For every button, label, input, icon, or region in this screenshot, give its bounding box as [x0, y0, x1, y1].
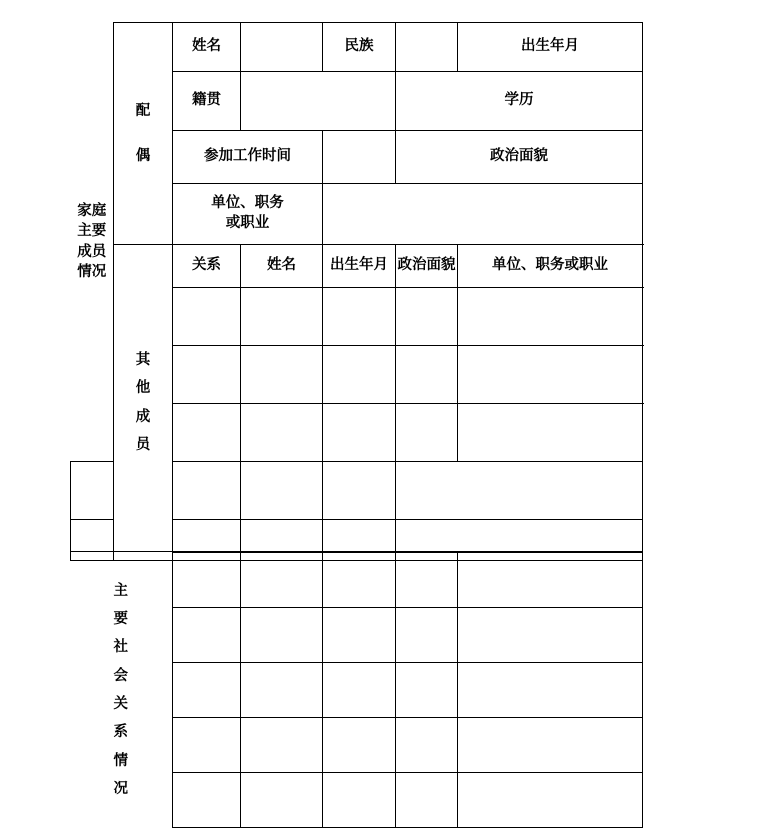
cell-relation[interactable]: [172, 608, 240, 663]
section-label-line: 情: [113, 752, 128, 769]
other-members-label-line: 成: [135, 408, 151, 425]
cell-unit[interactable]: [457, 553, 642, 608]
column-header-name: 姓名: [241, 245, 323, 288]
other-members-label-line: 他: [135, 380, 151, 397]
cell-name[interactable]: [241, 404, 323, 462]
field-spouse-origin[interactable]: [241, 72, 396, 131]
cell-birth[interactable]: [323, 346, 396, 404]
spouse-label-cell: [114, 23, 173, 245]
cell-unit[interactable]: [396, 462, 643, 520]
cell-political[interactable]: [323, 462, 396, 520]
cell-name[interactable]: [241, 288, 323, 346]
field-spouse-unit[interactable]: [323, 184, 643, 245]
column-header-birth: 出生年月: [323, 245, 396, 288]
cell-name[interactable]: [240, 718, 322, 773]
field-spouse-ethnicity[interactable]: [396, 23, 458, 72]
label-spouse-unit-line2: 或职业: [225, 215, 270, 231]
cell-relation[interactable]: [172, 773, 240, 828]
cell-political[interactable]: [395, 553, 457, 608]
column-header-political: 政治面貌: [396, 245, 458, 288]
cell-relation[interactable]: [172, 663, 240, 718]
family-members-table: [70, 22, 643, 561]
cell-relation[interactable]: [173, 346, 241, 404]
section-label-line: 情况: [77, 264, 107, 281]
label-spouse-unit-line1: 单位、职务: [211, 195, 284, 212]
section-label-line: 况: [113, 780, 128, 797]
other-members-label-cell: [114, 245, 173, 561]
cell-birth[interactable]: [322, 608, 395, 663]
cell-relation[interactable]: [172, 718, 240, 773]
cell-birth[interactable]: [322, 553, 395, 608]
cell-unit[interactable]: [458, 346, 643, 404]
cell-unit[interactable]: [457, 608, 642, 663]
cell-unit[interactable]: [458, 404, 643, 462]
section-label-line: 主: [113, 582, 128, 599]
label-spouse-name: 姓名: [173, 23, 241, 72]
other-members-label-line: 其: [135, 351, 151, 368]
cell-political[interactable]: [395, 663, 457, 718]
cell-name[interactable]: [240, 553, 322, 608]
section-label-line: 社: [113, 639, 128, 656]
cell-birth[interactable]: [241, 462, 323, 520]
section-label-line: 主要: [77, 223, 107, 240]
label-spouse-political: 政治面貌: [396, 131, 643, 184]
section-label-line: 系: [113, 724, 128, 741]
other-members-header-row: [71, 245, 643, 288]
cell-political[interactable]: [396, 404, 458, 462]
cell-name[interactable]: [173, 462, 241, 520]
column-header-unit: 单位、职务或职业: [458, 245, 643, 288]
section-label-line: 要: [113, 611, 128, 628]
section-label-family: [71, 23, 114, 462]
cell-unit[interactable]: [457, 663, 642, 718]
cell-political[interactable]: [396, 346, 458, 404]
cell-birth[interactable]: [323, 404, 396, 462]
label-spouse-origin: 籍贯: [173, 72, 241, 131]
label-spouse-work-start: 参加工作时间: [173, 131, 323, 184]
cell-name[interactable]: [240, 773, 322, 828]
cell-relation[interactable]: [71, 462, 114, 520]
cell-name[interactable]: [241, 346, 323, 404]
other-members-label-line: 员: [135, 436, 151, 453]
section-label-line: 家庭: [77, 202, 107, 219]
cell-relation[interactable]: [172, 553, 240, 608]
cell-relation[interactable]: [173, 404, 241, 462]
table-row: [70, 553, 642, 608]
cell-birth[interactable]: [323, 288, 396, 346]
cell-birth[interactable]: [322, 663, 395, 718]
label-spouse-unit: [173, 184, 323, 245]
cell-relation[interactable]: [173, 288, 241, 346]
column-header-relation: 关系: [173, 245, 241, 288]
cell-political[interactable]: [395, 773, 457, 828]
cell-name[interactable]: [240, 608, 322, 663]
cell-birth[interactable]: [322, 773, 395, 828]
cell-unit[interactable]: [457, 718, 642, 773]
label-spouse-birth: 出生年月: [458, 23, 643, 72]
cell-political[interactable]: [395, 718, 457, 773]
spouse-row-basic: [71, 23, 643, 72]
section-label-line: 成员: [77, 243, 107, 260]
cell-birth[interactable]: [322, 718, 395, 773]
section-label-social-relations: [70, 553, 172, 828]
spouse-label-line: 偶: [135, 147, 151, 164]
cell-unit[interactable]: [457, 773, 642, 828]
cell-political[interactable]: [396, 288, 458, 346]
social-relations-table: [70, 552, 643, 828]
cell-unit[interactable]: [458, 288, 643, 346]
field-spouse-name[interactable]: [241, 23, 323, 72]
spouse-label-line: 配: [135, 102, 151, 119]
cell-political[interactable]: [395, 608, 457, 663]
field-spouse-work-start[interactable]: [323, 131, 396, 184]
section-label-line: 关: [113, 696, 128, 712]
cell-name[interactable]: [240, 663, 322, 718]
label-spouse-ethnicity: 民族: [323, 23, 396, 72]
section-label-line: 会: [113, 667, 128, 684]
label-spouse-education: 学历: [396, 72, 643, 131]
